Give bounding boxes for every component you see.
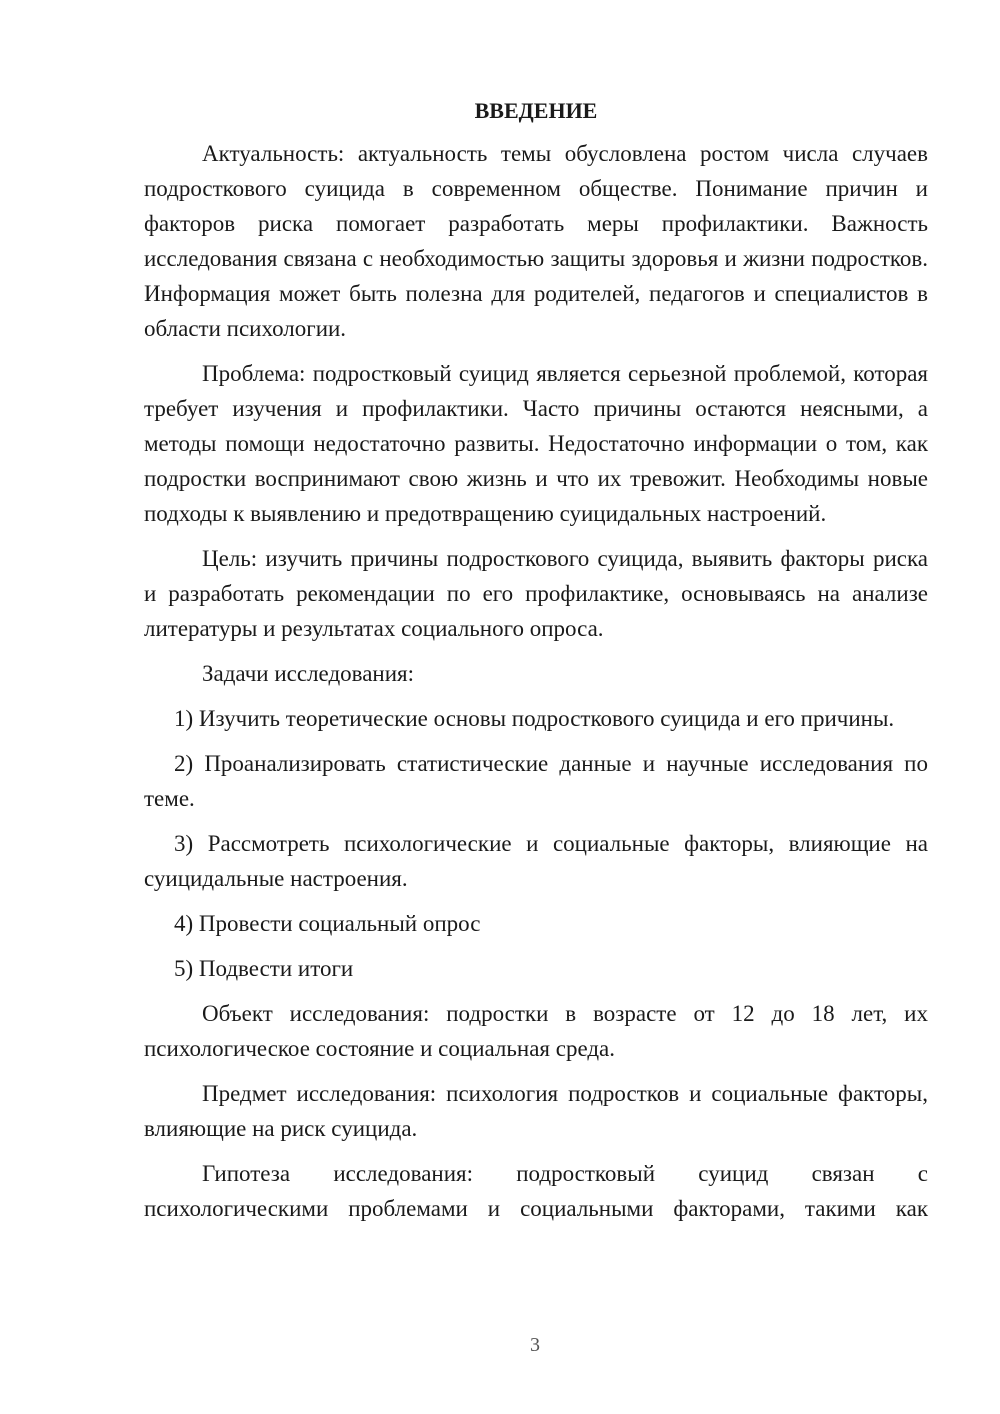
subject-paragraph: Предмет исследования: психология подростков и социальные факторы, влияющие на риск суицида. — [144, 1081, 928, 1141]
hypothesis-paragraph: Гипотеза исследования: подростковый суицид связан с психологическими проблемами и социальными факторами, такими как — [144, 1161, 928, 1221]
page-body — [144, 96, 928, 1236]
task-item: 4) Провести социальный опрос — [174, 911, 481, 936]
tasks-heading: Задачи исследования: — [202, 661, 415, 686]
relevance-paragraph: Актуальность: актуальность темы обусловлена ростом числа случаев подросткового суицида в современном обществе. Понимание причин и факторов риска помогает разработать меры профилактики. Важность исследования связана с необходимостью защиты здоровья и жизни подростков. Информация может быть полезна для родителей, педагогов и специалистов в области психологии. — [144, 141, 928, 341]
section-title: ВВЕДЕНИЕ — [474, 98, 598, 123]
task-item: 1) Изучить теоретические основы подросткового суицида и его причины. — [174, 706, 895, 731]
page-number: 3 — [530, 1334, 540, 1356]
task-item: 2) Проанализировать статистические данные и научные исследования по теме. — [144, 751, 928, 811]
object-paragraph: Объект исследования: подростки в возрасте от 12 до 18 лет, их психологическое состояние и социальная среда. — [144, 1001, 928, 1061]
task-item: 5) Подвести итоги — [174, 956, 354, 981]
goal-paragraph: Цель: изучить причины подросткового суицида, выявить факторы риска и разработать рекомендации по его профилактике, основываясь на анализе литературы и результатах социального опроса. — [144, 546, 928, 641]
problem-paragraph: Проблема: подростковый суицид является серьезной проблемой, которая требует изучения и профилактики. Часто причины остаются неясными, а методы помощи недостаточно развиты. Недостаточно информации о том, как подростки воспринимают свою жизнь и что их тревожит. Необходимы новые подходы к выявлению и предотвращению суицидальных настроений. — [144, 361, 928, 526]
task-item: 3) Рассмотреть психологические и социальные факторы, влияющие на суицидальные настроения. — [144, 831, 928, 891]
